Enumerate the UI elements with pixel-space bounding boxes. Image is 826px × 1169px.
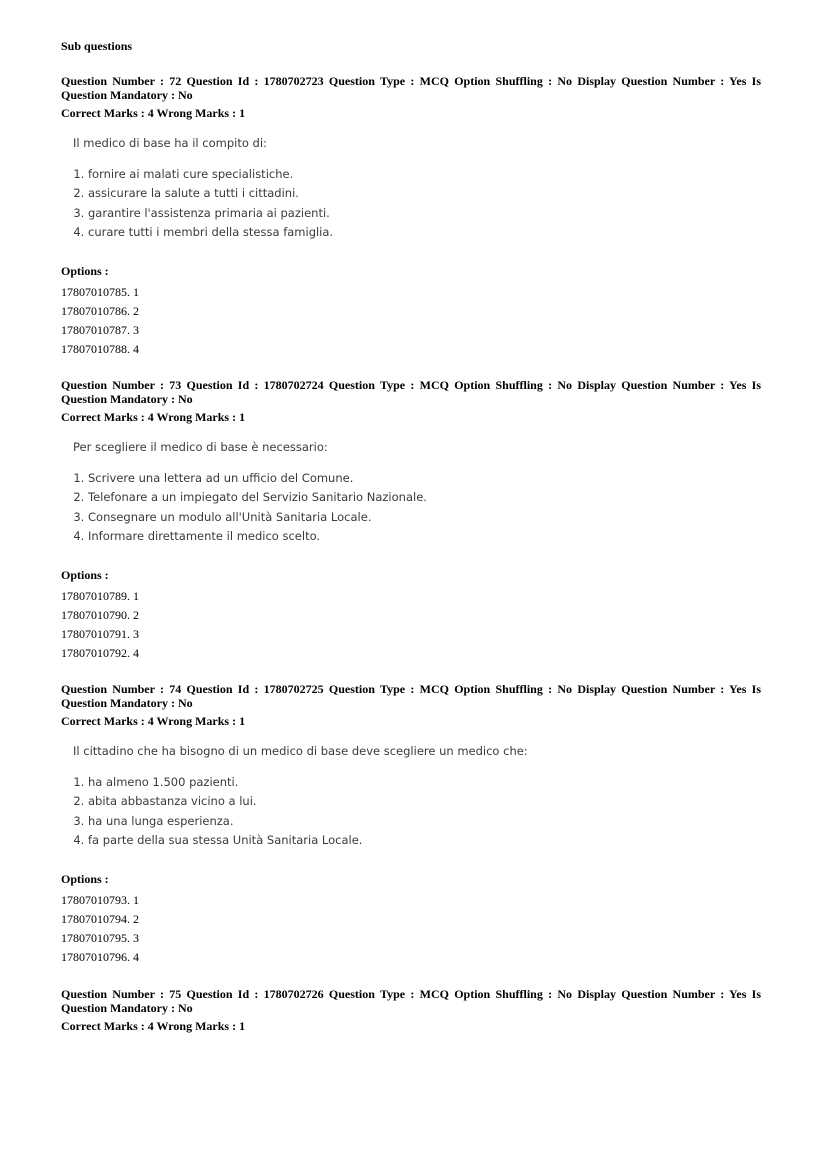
options-label: Options : [61,568,109,583]
option-item: 17807010785. 1 [61,285,139,300]
question-marks: Correct Marks : 4 Wrong Marks : 1 [61,410,246,424]
question-body [73,438,761,546]
choice-item: 2. assicurare la salute a tutti i cittadini. [88,184,761,203]
option-item: 17807010795. 3 [61,931,139,946]
option-item: 17807010787. 3 [61,323,139,338]
question-header: Question Number : 73 Question Id : 1780702724 Question Type : MCQ Option Shuffling : No Display Question Number : Yes Is Question Mandatory : No [61,378,761,406]
choice-item: 1. Scrivere una lettera ad un ufficio del Comune. [88,469,761,488]
option-item: 17807010792. 4 [61,646,139,661]
choice-item: 1. fornire ai malati cure specialistiche. [88,165,761,184]
options-list [61,587,761,663]
choice-item: 4. fa parte della sua stessa Unità Sanitaria Locale. [88,831,761,850]
option-item: 17807010793. 1 [61,893,139,908]
options-label: Options : [61,264,109,279]
choice-item: 3. garantire l'assistenza primaria ai pazienti. [88,204,761,223]
choice-item: 2. Telefonare a un impiegato del Servizio Sanitario Nazionale. [88,488,761,507]
choice-item: 3. ha una lunga esperienza. [88,812,761,831]
options-list [61,891,761,967]
option-item: 17807010789. 1 [61,589,139,604]
choice-item: 4. Informare direttamente il medico scelto. [88,527,761,546]
question-stem: Per scegliere il medico di base è necessario: [73,440,328,454]
options-label: Options : [61,872,109,887]
question-marks: Correct Marks : 4 Wrong Marks : 1 [61,106,246,120]
question-block [61,74,761,359]
question-stem: Il cittadino che ha bisogno di un medico di base deve scegliere un medico che: [73,744,528,758]
question-block [61,682,761,967]
choice-list [73,773,761,850]
option-item: 17807010791. 3 [61,627,139,642]
question-header: Question Number : 74 Question Id : 1780702725 Question Type : MCQ Option Shuffling : No Display Question Number : Yes Is Question Mandatory : No [61,682,761,710]
question-stem: Il medico di base ha il compito di: [73,136,267,150]
question-marks: Correct Marks : 4 Wrong Marks : 1 [61,1019,246,1033]
question-body [73,134,761,242]
question-body [73,742,761,850]
option-item: 17807010788. 4 [61,342,139,357]
option-item: 17807010790. 2 [61,608,139,623]
choice-item: 2. abita abbastanza vicino a lui. [88,792,761,811]
question-header: Question Number : 75 Question Id : 1780702726 Question Type : MCQ Option Shuffling : No Display Question Number : Yes Is Question Mandatory : No [61,987,761,1015]
choice-list [73,165,761,242]
question-marks: Correct Marks : 4 Wrong Marks : 1 [61,714,246,728]
choice-item: 3. Consegnare un modulo all'Unità Sanitaria Locale. [88,508,761,527]
option-item: 17807010796. 4 [61,950,139,965]
choice-item: 1. ha almeno 1.500 pazienti. [88,773,761,792]
choice-item: 4. curare tutti i membri della stessa famiglia. [88,223,761,242]
question-block [61,378,761,663]
question-header: Question Number : 72 Question Id : 1780702723 Question Type : MCQ Option Shuffling : No Display Question Number : Yes Is Question Mandatory : No [61,74,761,102]
options-list [61,283,761,359]
option-item: 17807010794. 2 [61,912,139,927]
section-title: Sub questions [61,39,133,53]
option-item: 17807010786. 2 [61,304,139,319]
choice-list [73,469,761,546]
question-block [61,987,761,1033]
